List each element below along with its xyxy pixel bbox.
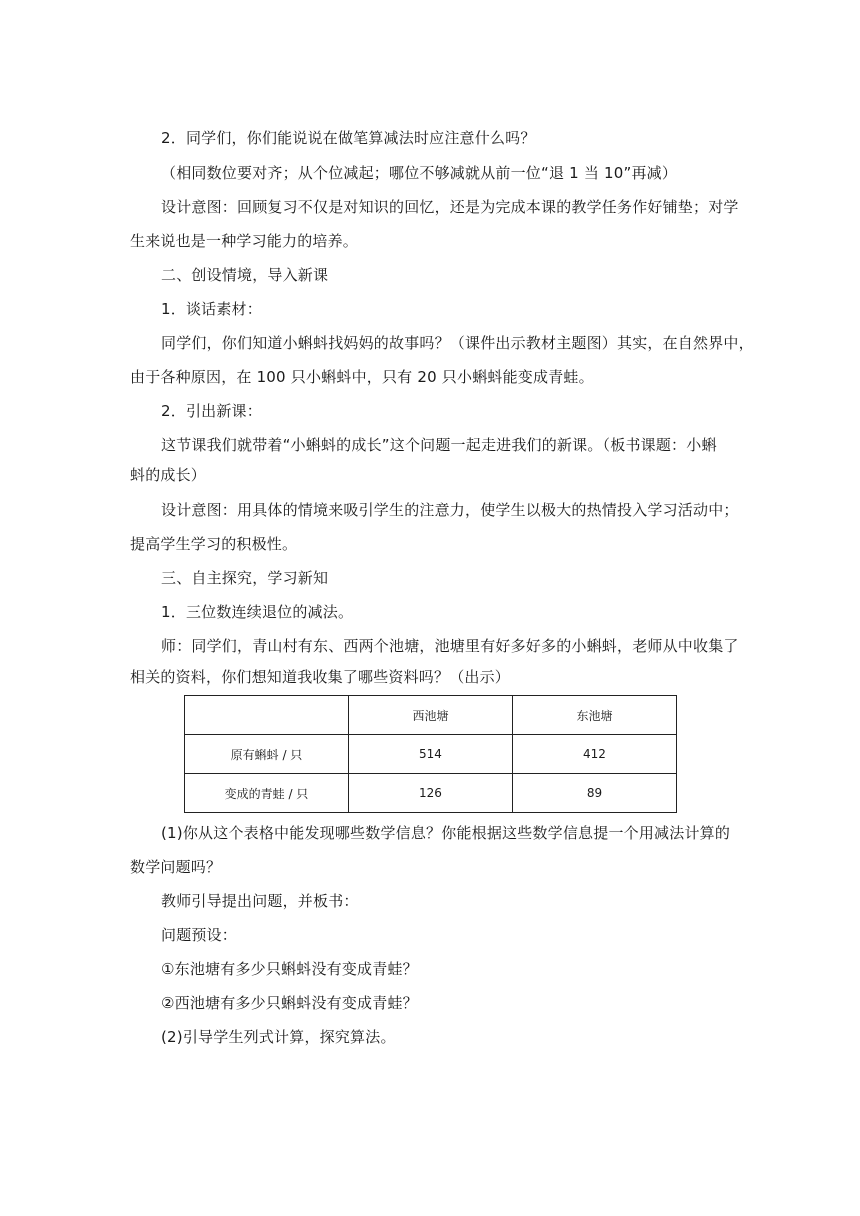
paragraph-line: 师：同学们，青山村有东、西两个池塘，池塘里有好多好多的小蝌蚪，老师从中收集了	[161, 637, 739, 655]
paragraph-line: 同学们，你们知道小蝌蚪找妈妈的故事吗？（课件出示教材主题图）其实，在自然界中，	[161, 334, 754, 352]
paragraph-line: 1．谈话素材：	[161, 300, 262, 318]
paragraph-line: (2)引导学生列式计算，探究算法。	[161, 1028, 396, 1046]
table-row	[185, 774, 677, 813]
section-heading: 三、自主探究，学习新知	[161, 569, 329, 587]
paragraph-line: 数学问题吗？	[130, 858, 222, 876]
paragraph-line: (1)你从这个表格中能发现哪些数学信息？你能根据这些数学信息提一个用减法计算的	[161, 824, 731, 842]
table-cell: 原有蝌蚪 / 只	[185, 735, 349, 774]
paragraph-line: 蚪的成长）	[130, 466, 207, 484]
table-cell: 变成的青蛙 / 只	[185, 774, 349, 813]
paragraph-line: 教师引导提出问题，并板书：	[161, 892, 359, 910]
list-item: ②西池塘有多少只蝌蚪没有变成青蛙？	[161, 994, 418, 1012]
paragraph-line: 问题预设：	[161, 926, 238, 944]
table-header-row	[185, 696, 677, 735]
table-header-cell: 西池塘	[348, 696, 512, 735]
pond-data-table	[184, 695, 677, 813]
paragraph-line: 生来说也是一种学习能力的培养。	[130, 232, 359, 250]
paragraph-line: 提高学生学习的积极性。	[130, 535, 298, 553]
table-header-cell	[185, 696, 349, 735]
table-header-cell: 东池塘	[512, 696, 676, 735]
paragraph-line: 由于各种原因，在 100 只小蝌蚪中，只有 20 只小蝌蚪能变成青蛙。	[130, 368, 594, 386]
table-cell: 514	[348, 735, 512, 774]
table-row	[185, 735, 677, 774]
paragraph-line: 设计意图：用具体的情境来吸引学生的注意力，使学生以极大的热情投入学习活动中；	[161, 501, 739, 519]
paragraph-line: 2．引出新课：	[161, 402, 262, 420]
table-cell: 412	[512, 735, 676, 774]
paragraph-line: 设计意图：回顾复习不仅是对知识的回忆，还是为完成本课的教学任务作好铺垫；对学	[161, 198, 739, 216]
section-heading: 二、创设情境，导入新课	[161, 266, 329, 284]
table-cell: 126	[348, 774, 512, 813]
list-item: ①东池塘有多少只蝌蚪没有变成青蛙？	[161, 960, 418, 978]
paragraph-line: 2．同学们，你们能说说在做笔算减法时应注意什么吗？	[161, 129, 536, 147]
paragraph-line: 相关的资料，你们想知道我收集了哪些资料吗？（出示）	[130, 668, 511, 686]
paragraph-line: （相同数位要对齐；从个位减起；哪位不够减就从前一位“退 1 当 10”再减）	[161, 164, 678, 182]
table-cell: 89	[512, 774, 676, 813]
paragraph-line: 1．三位数连续退位的减法。	[161, 603, 354, 621]
paragraph-line: 这节课我们就带着“小蝌蚪的成长”这个问题一起走进我们的新课。（板书课题：小蝌	[161, 436, 717, 454]
